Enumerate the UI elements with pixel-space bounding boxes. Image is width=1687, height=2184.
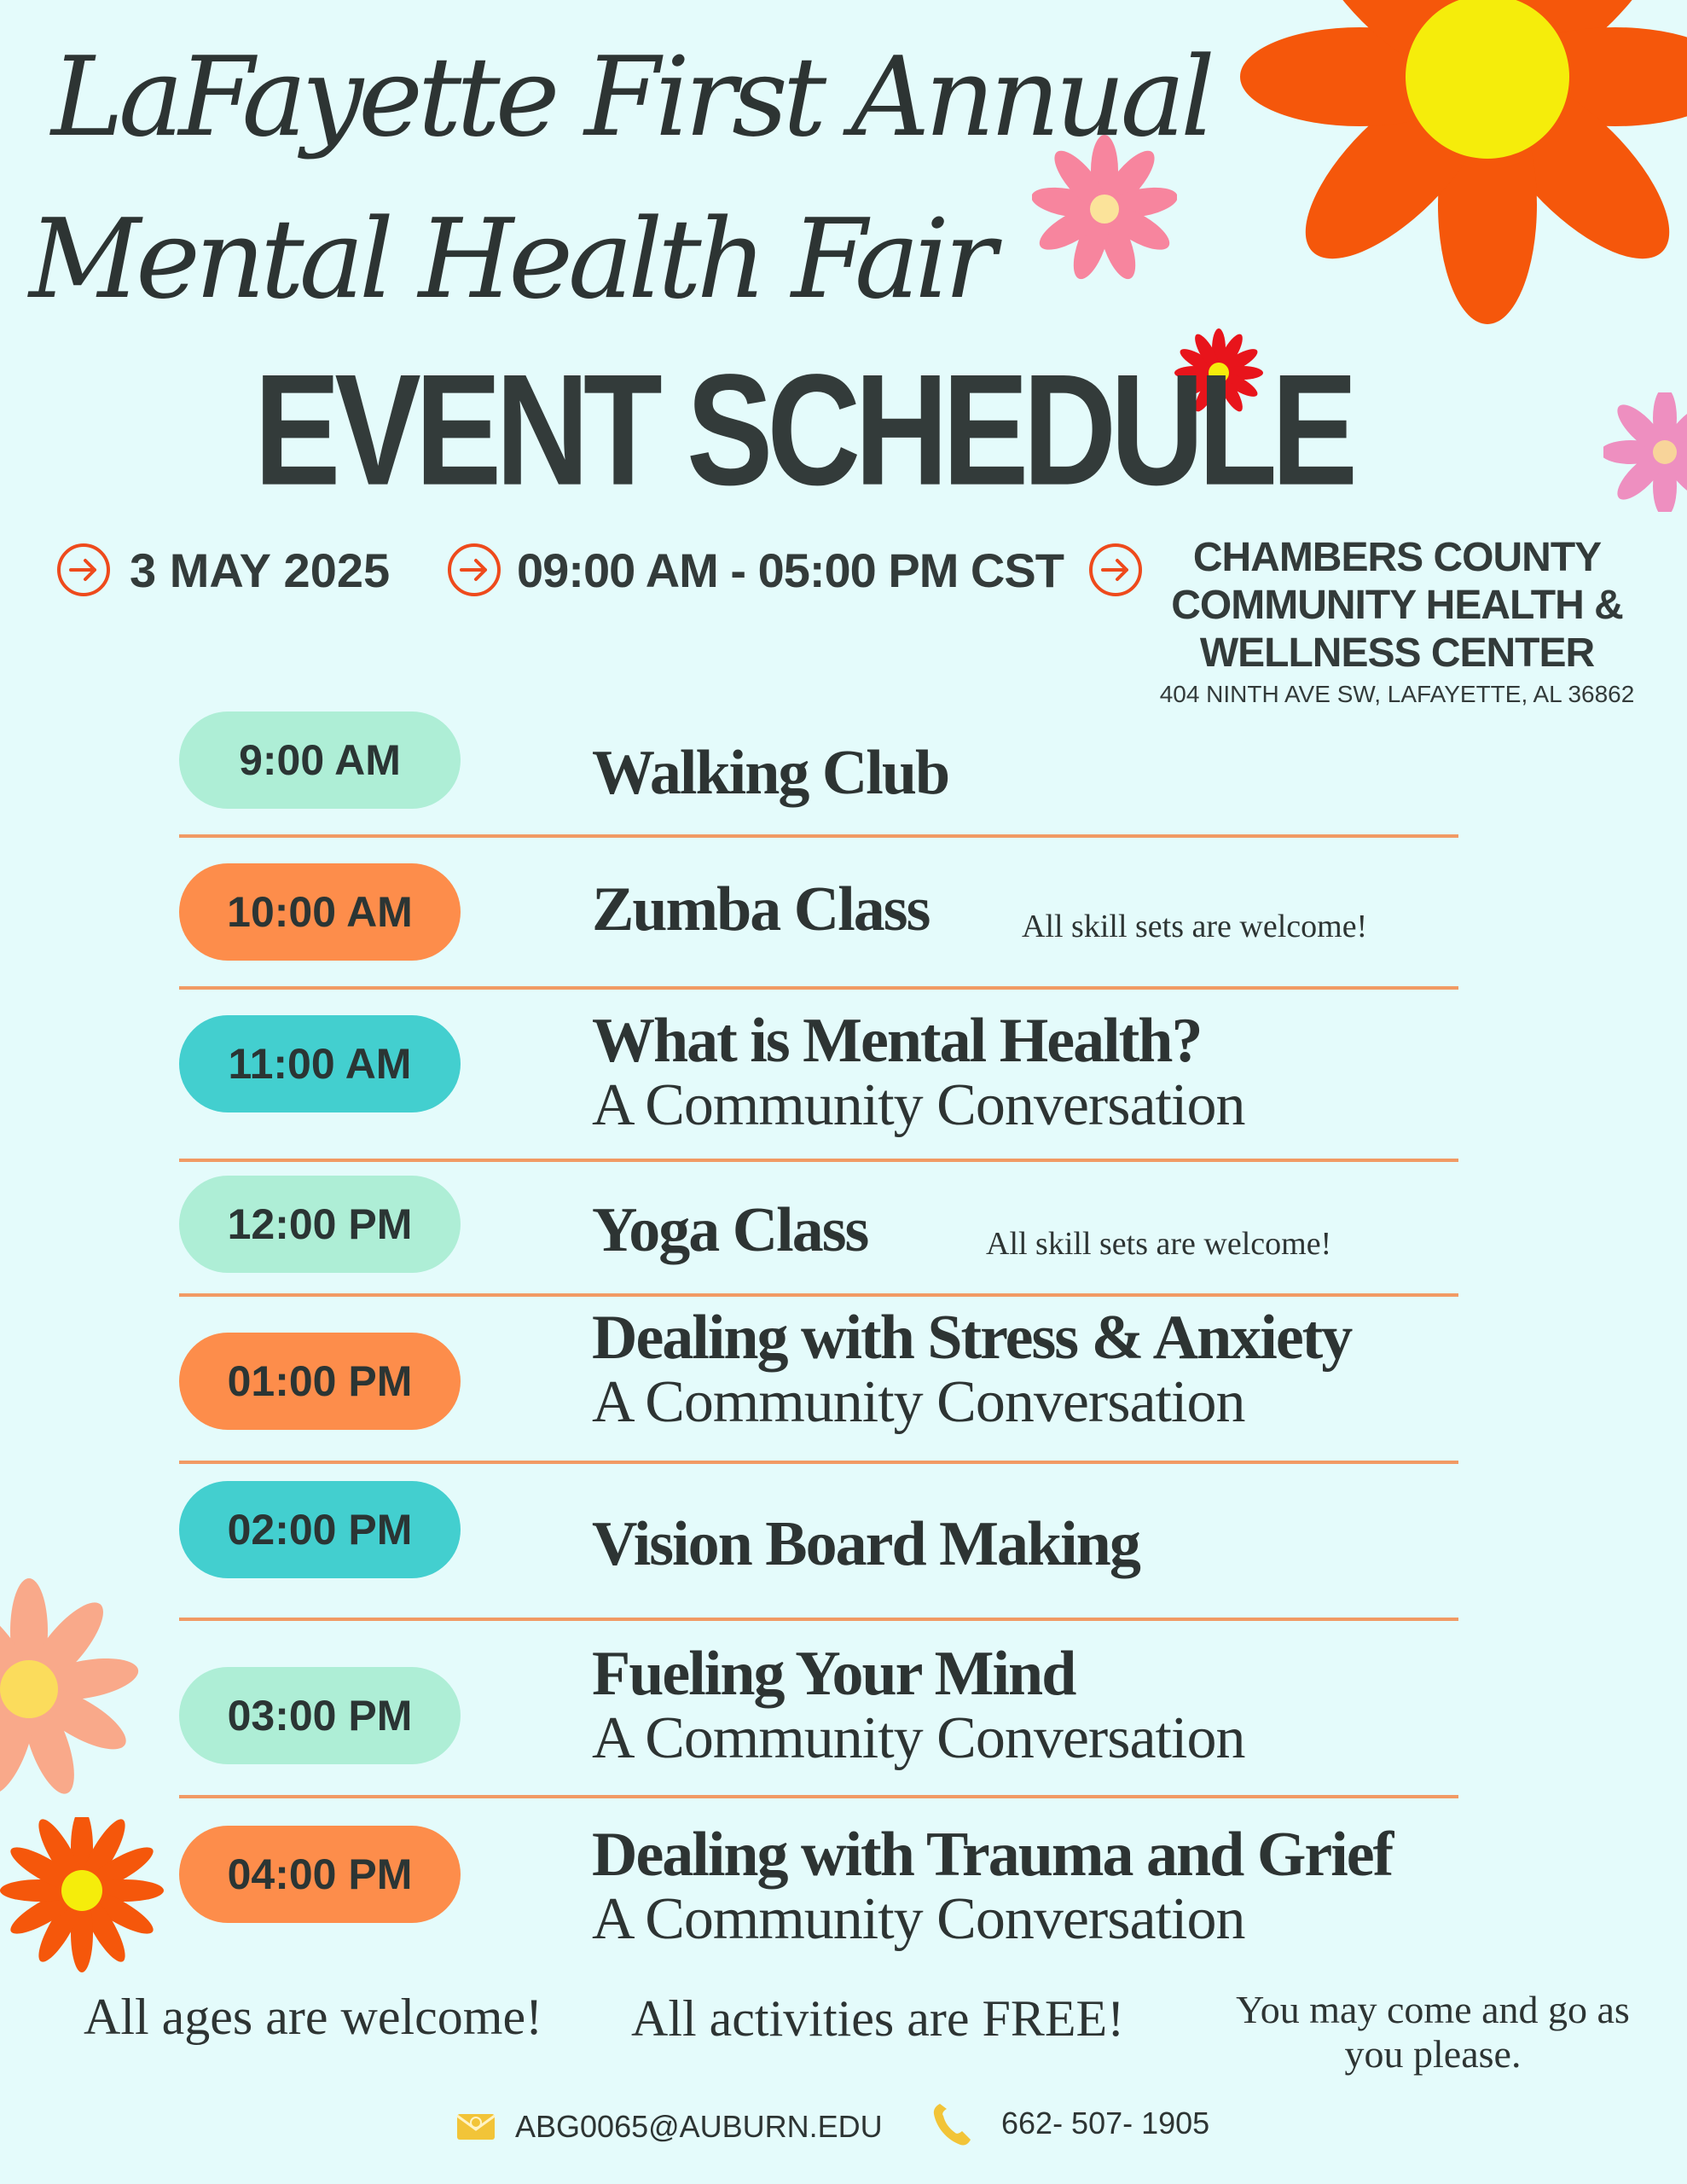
event-title: Dealing with Stress & Anxiety [592, 1303, 1352, 1373]
event-time: 09:00 AM - 05:00 PM CST [517, 543, 1064, 597]
event-note: All skill sets are welcome! [1022, 909, 1368, 944]
time-pill: 9:00 AM [179, 712, 461, 809]
page-subtitle: EVENT SCHEDULE [254, 341, 1353, 519]
divider [179, 1159, 1458, 1162]
venue-address: 404 NINTH AVE SW, LAFAYETTE, AL 36862 [1159, 681, 1635, 707]
event-note: All skill sets are welcome! [986, 1226, 1332, 1262]
divider [179, 1293, 1458, 1297]
time-pill: 02:00 PM [179, 1481, 461, 1578]
phone-icon [931, 2100, 972, 2148]
event-subtitle: A Community Conversation [592, 1705, 1245, 1771]
venue-name [1133, 534, 1661, 677]
time-pill: 10:00 AM [179, 863, 461, 961]
event-title: Fueling Your Mind [592, 1639, 1075, 1709]
divider [179, 986, 1458, 990]
contact-email[interactable]: ABG0065@AUBURN.EDU [515, 2109, 883, 2144]
page-title-line1: LaFayette First Annual [51, 34, 1210, 161]
time-pill: 04:00 PM [179, 1826, 461, 1923]
divider [179, 1461, 1458, 1464]
event-title: Dealing with Trauma and Grief [592, 1820, 1393, 1890]
flower-decoration-orange-small [0, 1817, 171, 1988]
arrow-circle-icon [447, 543, 501, 597]
event-subtitle: A Community Conversation [592, 1886, 1245, 1952]
event-title: Walking Club [592, 738, 949, 808]
flower-decoration-peach [0, 1578, 145, 1800]
event-title: Yoga Class [592, 1195, 868, 1265]
divider [179, 1795, 1458, 1798]
envelope-icon [455, 2109, 496, 2143]
time-pill: 03:00 PM [179, 1667, 461, 1764]
contact-phone[interactable]: 662- 507- 1905 [1001, 2106, 1210, 2140]
time-pill: 12:00 PM [179, 1176, 461, 1273]
event-date: 3 MAY 2025 [130, 543, 391, 597]
time-pill: 11:00 AM [179, 1015, 461, 1112]
venue-line: CHAMBERS COUNTY [1192, 535, 1602, 580]
event-subtitle: A Community Conversation [592, 1369, 1245, 1435]
venue-block [1133, 534, 1661, 708]
divider [179, 834, 1458, 838]
event-subtitle: A Community Conversation [592, 1072, 1245, 1138]
footer-free: All activities are FREE! [631, 1990, 1125, 2047]
footer-come-go: You may come and go as you please. [1236, 1988, 1630, 2076]
flower-decoration-pink-small [1603, 392, 1687, 512]
arrow-circle-icon [56, 543, 111, 597]
venue-line: WELLNESS CENTER [1199, 630, 1595, 676]
divider [179, 1618, 1458, 1621]
event-title: What is Mental Health? [592, 1006, 1202, 1076]
footer-ages: All ages are welcome! [84, 1989, 543, 2045]
page-title-line2: Mental Health Fair [29, 196, 992, 323]
time-pill: 01:00 PM [179, 1333, 461, 1430]
venue-line: COMMUNITY HEALTH & [1171, 583, 1623, 628]
event-title: Vision Board Making [592, 1509, 1139, 1579]
event-title: Zumba Class [592, 874, 930, 944]
